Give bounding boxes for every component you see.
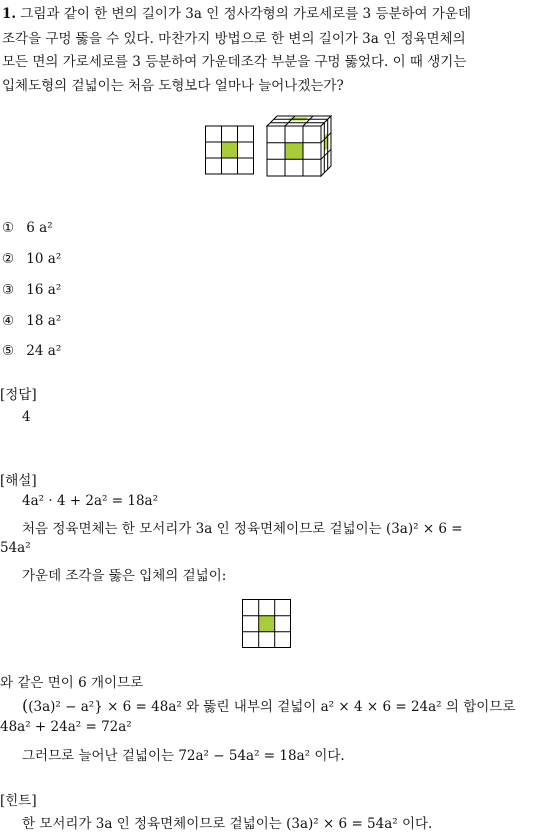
choice-4-value: 18 a²	[26, 313, 62, 329]
question-number: 1.	[2, 6, 17, 22]
choice-3-mark: ③	[2, 282, 15, 298]
left-paren-bracket: (	[22, 696, 29, 715]
explanation-line-1b: 54a²	[0, 540, 31, 556]
hint-heading: [힌트]	[0, 793, 37, 809]
cube-side-hole	[325, 133, 328, 151]
question-line-4: 입체도형의 겉넓이는 처음 도형보다 얼마나 늘어나겠는가?	[2, 78, 344, 94]
choice-3-value: 16 a²	[26, 282, 62, 298]
choice-4-mark: ④	[2, 313, 15, 329]
choice-2-mark: ②	[2, 251, 15, 267]
choice-1-mark: ①	[2, 220, 15, 236]
explanation-heading: [해설]	[0, 473, 37, 489]
hint-line-1: 한 모서리가 3a 인 정육면체이므로 겉넓이는 (3a)² × 6 = 54a² 이다.	[22, 816, 433, 832]
explanation-line-4-text: (3a)² − a²} × 6 = 48a² 와 뚫린 내부의 겉넓이 a² × 4 × 6 = 24a² 의 합이므로	[28, 699, 516, 715]
choice-4[interactable]	[2, 313, 61, 329]
choice-1-value: 6 a²	[26, 220, 53, 236]
choice-5-value: 24 a²	[26, 343, 62, 359]
choice-2-value: 10 a²	[26, 251, 62, 267]
explanation-face-figure	[242, 598, 294, 650]
choice-2[interactable]	[2, 251, 61, 267]
choice-3[interactable]	[2, 282, 61, 298]
explanation-line-5: 그러므로 늘어난 겉넓이는 72a² − 54a² = 18a² 이다.	[22, 748, 345, 764]
cube-front-hole	[285, 143, 303, 160]
explanation-line-4b: 48a² + 24a² = 72a²	[0, 719, 132, 735]
figure-square-and-cube	[190, 108, 350, 180]
question-line-2: 조각을 구멍 뚫을 수 있다. 마찬가지 방법으로 한 변의 길이가 3a 인 정육면체의	[2, 31, 466, 47]
choice-1[interactable]	[2, 220, 53, 236]
explanation-equation-1: 4a² · 4 + 2a² = 18a²	[22, 493, 158, 509]
square-figure	[206, 126, 254, 174]
face-hole	[259, 616, 275, 632]
answer-value: 4	[22, 409, 31, 425]
answer-heading: [정답]	[0, 387, 37, 403]
choice-5-mark: ⑤	[2, 343, 15, 359]
question-line-1	[2, 2, 471, 22]
explanation-line-3: 와 같은 면이 6 개이므로	[0, 675, 144, 691]
question-line-3: 모든 면의 가로세로를 3 등분하여 가운데조각 부분을 구멍 뚫었다. 이 때 생기는	[2, 54, 467, 70]
question-text-1: 그림과 같이 한 변의 길이가 3a 인 정사각형의 가로세로를 3 등분하여 가운데	[20, 6, 472, 22]
explanation-line-1: 처음 정육면체는 한 모서리가 3a 인 정육면체이므로 겉넓이는 (3a)² × 6 =	[22, 521, 463, 537]
explanation-line-4	[22, 695, 515, 715]
square-hole	[222, 142, 238, 158]
choice-5[interactable]	[2, 343, 61, 359]
cube-figure	[267, 116, 331, 176]
explanation-line-2: 가운데 조각을 뚫은 입체의 겉넓이:	[22, 568, 227, 584]
